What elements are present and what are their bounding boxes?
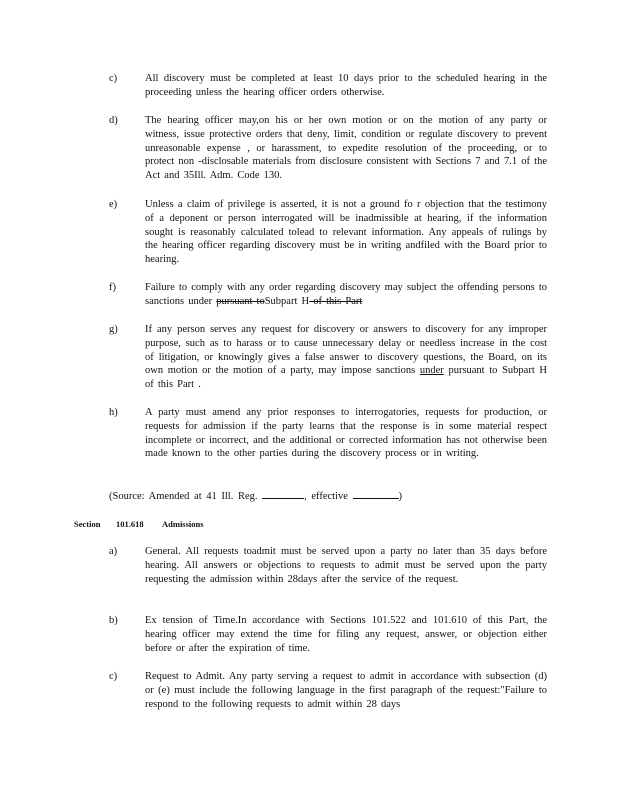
text-run: Failure to comply with any order regarding discovery may subject the offending persons to sanctions under <box>145 282 547 307</box>
source-text: (Source: Amended at 41 Ill. Reg. <box>109 491 258 502</box>
item-label: c) <box>109 73 118 84</box>
text-run: If any person serves any request for discovery or answers to discovery for any improper purpose, such as to harass or to cause unnecessary delay or needless increase in the cost of litigation, or knowingly gives a false answer to discovery questions, the Board, on its own motion or the motion of a party, may impose sanctions <box>145 324 547 377</box>
item-label: f) <box>109 282 116 293</box>
item-label: b) <box>109 615 118 626</box>
item-text: All discovery must be completed at least 10 days prior to the scheduled hearing in the proceeding unless the hearing officer orders otherwise. <box>145 73 547 98</box>
item-label: d) <box>109 115 118 126</box>
item-label: g) <box>109 324 118 335</box>
item-text: A party must amend any prior responses to interrogatories, requests for production, or requests for admission if the party learns that the response is in some material respect incomplete or incorrect, and the additional or corrected information has not otherwise been made known to the other parties during the discovery process or in writing. <box>145 407 547 460</box>
item-text: The hearing officer may,on his or her own motion or on the motion of any party or witness, issue protective orders that deny, limit, condition or regulate discovery to prevent unreasonable expense , or harassment, to expedite resolution of the proceeding, or to protect non -disclosable materials from disclosure consistent with Sections 7 and 7.1 of the Act and 35Ill. Adm. Code 130. <box>145 115 547 182</box>
item-text <box>145 281 547 309</box>
section-label: Section <box>74 519 101 529</box>
item-label: c) <box>109 671 118 682</box>
item-text: General. All requests toadmit must be served upon a party no later than 35 days before hearing. All answers or objections to requests to admit must be served upon the party requesting the admission within 28days after the service of the request. <box>145 546 547 585</box>
text-run: Subpart H <box>264 295 310 307</box>
source-text: ) <box>398 491 403 502</box>
struck-text: of this Part <box>309 295 363 307</box>
item-text: Request to Admit. Any party serving a request to admit in accordance with subsection (d) or (e) must include the following language in the first paragraph of the request:"Failure to respond to the following requests to admit within 28 days <box>145 671 547 710</box>
item-text: Unless a claim of privilege is asserted, it is not a ground fo r objection that the testimony of a deponent or person interrogated will be inadmissible at hearing, if the information sought is reasonably calculated tolead to relevant information. Any appeals of rulings by the hearing officer regarding discovery must be in writing andfiled with the Board prior to hearing. <box>145 199 547 266</box>
struck-text: pursuant to <box>216 295 265 307</box>
source-text: , effective <box>304 491 348 502</box>
item-label: e) <box>109 199 118 210</box>
item-label: h) <box>109 407 118 418</box>
section-number: 101.618 <box>116 519 144 529</box>
item-text <box>145 323 547 392</box>
blank-line <box>262 489 304 499</box>
underlined-text: under <box>419 365 444 377</box>
section-title: Admissions <box>162 519 204 529</box>
section-heading <box>74 519 204 529</box>
source-note <box>109 489 402 504</box>
blank-line <box>353 489 399 499</box>
item-text: Ex tension of Time.In accordance with Sections 101.522 and 101.610 of this Part, the hearing officer may extend the time for filing any request, answer, or objection either before or after the expiration of time. <box>145 615 547 654</box>
item-label: a) <box>109 546 118 557</box>
text-run: pursuant to Subpart H of this Part . <box>145 365 548 391</box>
